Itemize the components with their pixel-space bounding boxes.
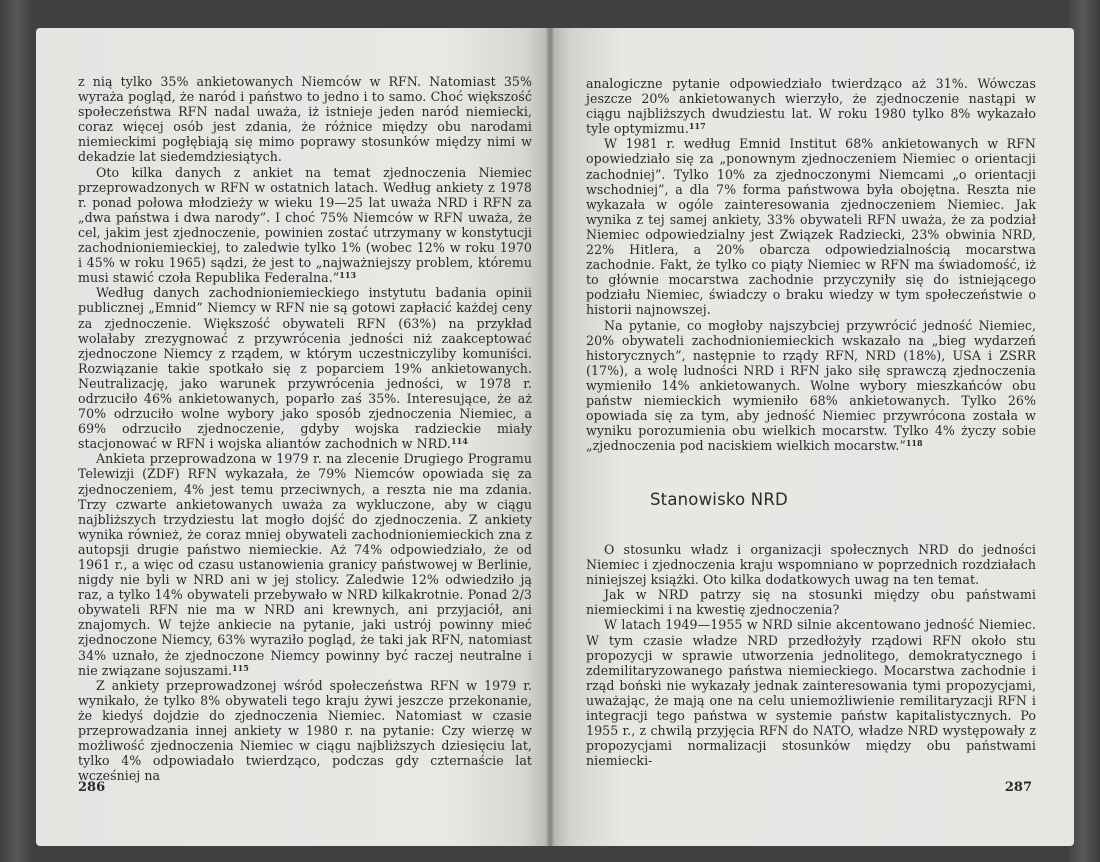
page-number: 286	[78, 780, 106, 795]
section-heading: Stanowisko NRD	[650, 490, 788, 509]
paragraph: W 1981 r. według Emnid Institut 68% ankietowanych w RFN opowiedziało się za „ponownym zjednoczeniem Niemiec o orientacji zachodniej”. Tylko 10% za zjednoczonymi Niemcami „o orientacji wschodniej”, a dla 7% forma państwowa była obojętna. Reszta nie wykazała w ogóle zainteresowania zjednoczeniem Niemiec. Jak wynika z tej samej ankiety, 33% obywateli RFN uważa, że za podział Niemiec odpowiedzialny jest Związek Radziecki, 23% obwinia NRD, 22% Hitlera, a 20% obarcza odpowiedzialnością mocarstwa zachodnie. Fakt, że tylko co piąty Niemiec w RFN ma świadomość, iż to głównie mocarstwa zachodnie przyczyniły się do istniejącego podziału Niemiec, świadczy o braku wiedzy w tym społeczeństwie o historii najnowszej.	[586, 136, 1036, 318]
footnote-ref: 117	[688, 121, 706, 132]
book-gutter	[546, 28, 554, 846]
paragraph: Jak w NRD patrzy się na stosunki między obu państwami niemieckimi i na kwestię zjednoczenia?	[586, 587, 1036, 618]
section-text	[586, 542, 1036, 768]
paragraph: Z ankiety przeprowadzonej wśród społeczeństwa RFN w 1979 r. wynikało, że tylko 8% obywateli tego kraju żywi jeszcze przekonanie, że kiedyś dojdzie do zjednoczenia Niemiec. Natomiast w czasie przeprowadzania innej ankiety w 1980 r. na pytanie: Czy wierzę w możliwość zjednoczenia Niemiec w ciągu najbliższych dziesięciu lat, tylko 4% odpowiadało twierdząco, podczas gdy czternaście lat wcześniej na	[78, 677, 532, 784]
paragraph: Oto kilka danych z ankiet na temat zjednoczenia Niemiec przeprowadzonych w RFN w ostatnich latach. Według ankiety z 1978 r. ponad połowa młodzieży w wieku 19—25 lat uważa NRD i RFN za „dwa państwa i dwa narody”. I choć 75% Niemców w RFN uważa, że cel, jakim jest zjednoczenie, powinien zostać utrzymany w konstytucji zachodnioniemieckiej, to zaledwie tylko 1% (wobec 12% w roku 1970 i 45% w roku 1965) sądzi, że jest to „najważniejszy problem, któremu musi stawić czoła Republika Federalna.”$^{113}$	[78, 164, 532, 286]
footnote-ref: 113	[339, 270, 357, 281]
left-page	[36, 28, 550, 846]
paragraph: Na pytanie, co mogłoby najszybciej przywrócić jedność Niemiec, 20% obywateli zachodnioniemieckich wskazało na „bieg wydarzeń historycznych”, następnie to rządy RFN, NRD (18%), USA i ZSRR (17%), a wolę ludności NRD i RFN jako siłę sprawczą zjednoczenia wymieniło 14% ankietowanych. Wolne wybory mieszkańców obu państw niemieckich wymieniło 68% ankietowanych. Tylko 26% opowiada się za tym, aby jedność Niemiec przywrócona została w wyniku porozumienia obu wielkich mocarstw. Tylko 4% życzy sobie „zjednoczenia pod naciskiem wielkich mocarstw.”$^{118}$	[586, 317, 1036, 454]
right-page	[550, 28, 1074, 846]
right-page-text	[586, 76, 1036, 453]
paragraph: analogiczne pytanie odpowiedziało twierdząco aż 31%. Wówczas jeszcze 20% ankietowanych wierzyło, że zjednoczenie nastąpi w ciągu najbliższych dwudziestu lat. W roku 1980 tylko 8% wykazało tyle optymizmu.$^{117}$	[586, 76, 1036, 137]
footnote-ref: 118	[905, 438, 923, 449]
footnote-ref: 114	[451, 436, 468, 447]
paragraph: Ankieta przeprowadzona w 1979 r. na zlecenie Drugiego Programu Telewizji (ZDF) RFN wykazała, że 79% Niemców opowiada się za zjednoczeniem, 4% jest temu przeciwnych, a reszta nie ma zdania. Trzy czwarte ankietowanych uważa za wykluczone, aby w ciągu najbliższych trzydziestu lat mogło dojść do zjednoczenia. Z ankiety wynika również, że coraz mniej obywateli zachodnioniemieckich zna z autopsji drugie państwo niemieckie. Aż 74% odpowiedziało, że od 1961 r., a więc od czasu ustanowienia granicy państwowej w Berlinie, nigdy nie byli w NRD ani w jej stolicy. Zaledwie 12% odwiedziło ją raz, a tylko 14% obywateli przebywało w NRD kilkakrotnie. Ponad 2/3 obywateli RFN nie ma w NRD ani krewnych, ani przyjaciół, ani znajomych. W tejże ankiecie na pytanie, jaki ustrój powinny mieć zjednoczone Niemcy, 63% wyraziło pogląd, że taki jak RFN, natomiast 34% uznało, że zjednoczone Niemcy powinny być raczej neutralne i nie związane sojuszami.$^{115}$	[78, 451, 532, 678]
left-page-text	[78, 74, 532, 783]
paragraph: W latach 1949—1955 w NRD silnie akcentowano jedność Niemiec. W tym czasie władze NRD przedłożyły rządowi RFN około stu propozycji w sprawie utworzenia jednolitego, demokratycznego i zdemilitaryzowanego państwa niemieckiego. Mocarstwa zachodnie i rząd boński nie wykazały jednak zainteresowania tymi propozycjami, uważając, że mają one na celu uniemożliwienie remilitaryzacji RFN i integracji tego państwa w systemie państw kapitalistycznych. Po 1955 r., z chwilą przyjęcia RFN do NATO, władze NRD występowały z propozycjami normalizacji stosunków między obu państwami niemiecki-	[586, 617, 1036, 769]
paragraph: z nią tylko 35% ankietowanych Niemców w RFN. Natomiast 35% wyraża pogląd, że naród i państwo to jedno i to samo. Choć większość społeczeństwa RFN nadal uważa, iż istnieje jeden naród niemiecki, coraz więcej osób jest zdania, że różnice między obu narodami niemieckimi pogłębiają się mimo poprawy stosunków między nimi w dekadzie lat siedemdziesiątych.	[78, 74, 532, 165]
paragraph: Według danych zachodnioniemieckiego instytutu badania opinii publicznej „Emnid” Niemcy w RFN nie są gotowi zapłacić każdej ceny za zjednoczenie. Większość obywateli RFN (63%) na przykład wolałaby zrezygnować z przywrócenia jedności niż zaakceptować zjednoczone Niemcy z rządem, w którym uczestniczyliby komuniści. Rozwiązanie takie spotkało się z poparciem 19% ankietowanych. Neutralizację, jako warunek przywrócenia jedności, w 1978 r. odrzuciło 46% ankietowanych, poparło zaś 35%. Interesujące, że aż 70% odrzuciło wolne wybory jako sposób zjednoczenia Niemiec, a 69% odrzuciło zjednoczenie, gdyby wojska radzieckie miały stacjonować w RFN i wojska aliantów zachodnich w NRD.$^{114}$	[78, 285, 532, 452]
footnote-ref: 115	[232, 662, 249, 673]
paragraph: O stosunku władz i organizacji społecznych NRD do jedności Niemiec i zjednoczenia kraju wspomniano w poprzednich rozdziałach niniejszej książki. Oto kilka dodatkowych uwag na ten temat.	[586, 542, 1036, 588]
page-number: 287	[1004, 780, 1032, 795]
